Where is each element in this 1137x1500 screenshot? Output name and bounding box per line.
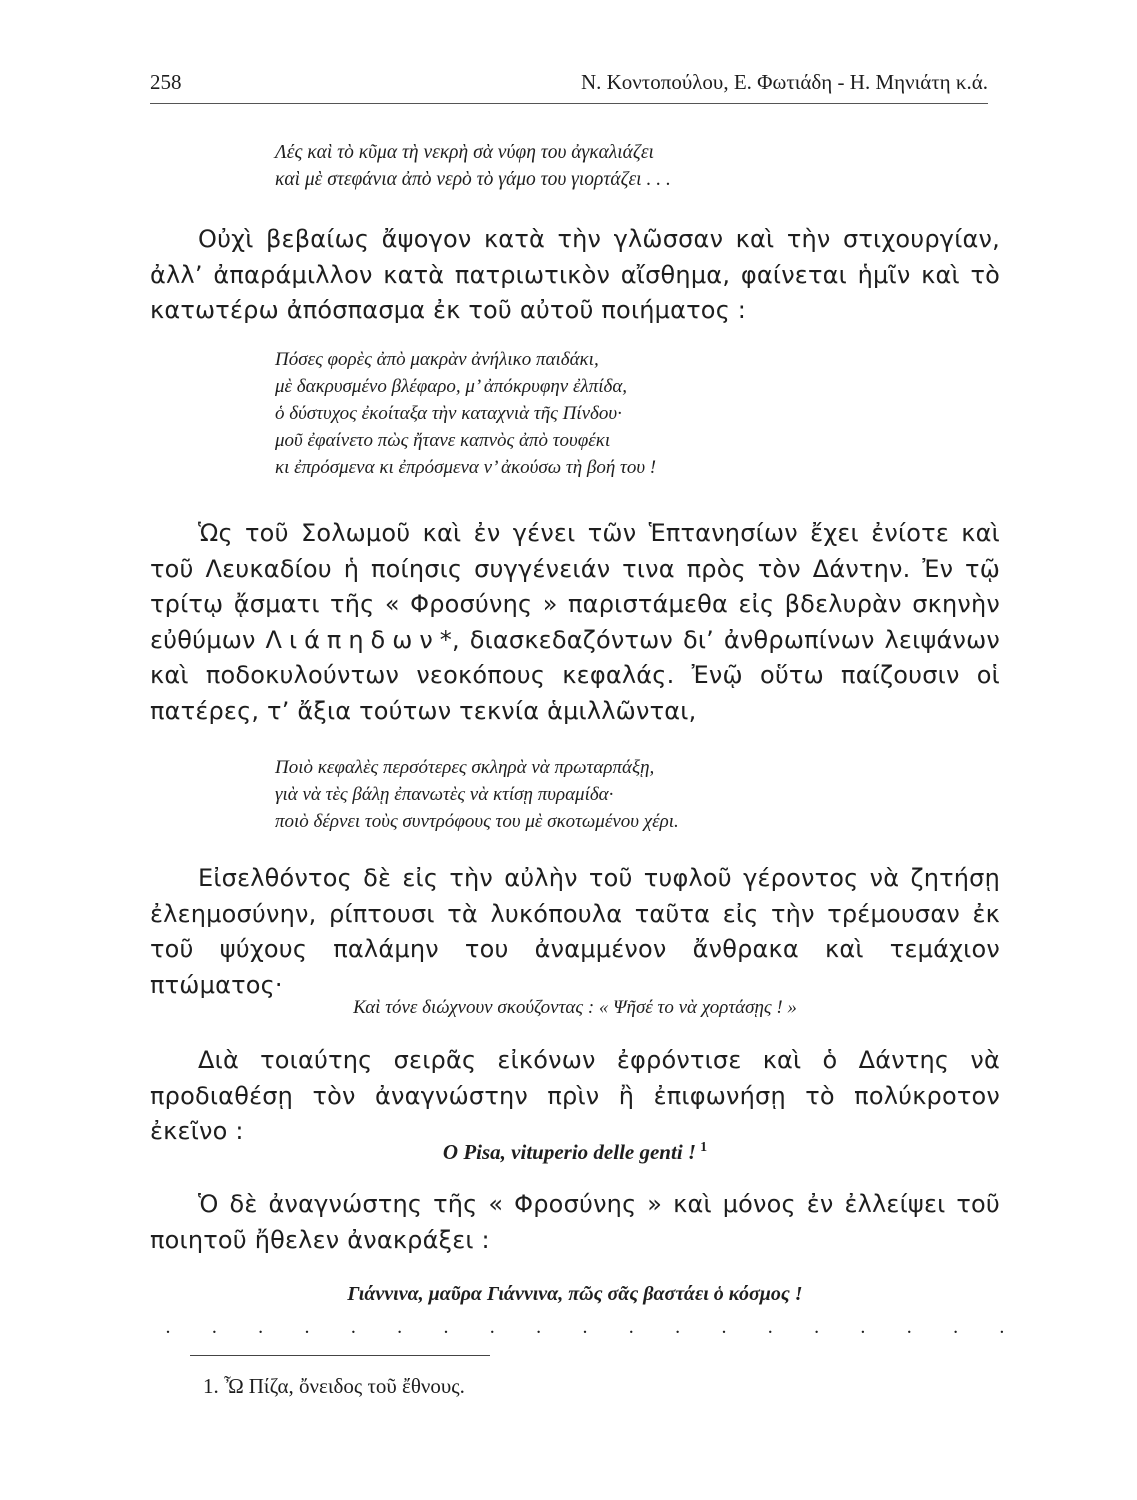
paragraph-text-part: *, διασκεδαζόντων δι’ ἀνθρωπίνων λειψάνων καὶ ποδοκυλούντων νεοκόπους κεφαλάς. Ἐνῷ οὕτω παίζουσιν οἱ πατέρες, τ’ ἄξια τούτων τεκνία ἁμιλλῶνται, [150,625,1000,725]
paragraph-1 [150,222,1000,329]
footnote-rule [190,1355,490,1356]
ellipsis-row: . . . . . . . . . . . . . . . . . . . [165,1316,1005,1338]
verse-stanza-2 [275,349,656,484]
footnote-marker: 1 [700,1140,708,1155]
italian-quote [150,1140,1000,1165]
verse-line: γιὰ νὰ τὲς βάλῃ ἐπανωτὲς νὰ κτίσῃ πυραμίδα· [275,784,614,805]
italian-quote-text: O Pisa, vituperio delle genti ! [442,1140,697,1164]
paragraph-text: Οὐχὶ βεβαίως ἄψογον κατὰ τὴν γλῶσσαν καὶ τὴν στιχουργίαν, ἀλλ’ ἀπαράμιλλον κατὰ πατριωτικὸν αἴσθημα, φαίνεται ἡμῖν καὶ τὸ κατωτέρω ἀπόσπασμα ἐκ τοῦ αὐτοῦ ποιήματος : [150,225,1000,324]
page-header [150,70,988,100]
verse-line: ποιὸ δέρνει τοὺς συντρόφους του μὲ σκοτωμένου χέρι. [275,811,679,832]
footnote: 1. Ὦ Πίζα, ὄνειδος τοῦ ἔθνους. [203,1374,465,1398]
header-rule [150,103,988,104]
verse-line: Λές καὶ τὸ κῦμα τὴ νεκρὴ σὰ νύφη του ἀγκαλιάζει [275,142,654,163]
paragraph-text: Εἰσελθόντος δὲ εἰς τὴν αὐλὴν τοῦ τυφλοῦ γέροντος νὰ ζητήσῃ ἐλεημοσύνην, ρίπτουσι τὰ λυκόπουλα ταῦτα εἰς τὴν τρέμουσαν ἐκ τοῦ ψύχους παλάμην του ἀναμμένον ἄνθρακα καὶ τεμάχιον πτώματος· [150,864,1000,999]
verse-stanza-3 [275,757,679,838]
paragraph-text: Ὁ δὲ ἀναγνώστης τῆς « Φροσύνης » καὶ μόνος ἐν ἐλλείψει τοῦ ποιητοῦ ἤθελεν ἀνακράξει : [150,1190,1000,1254]
verse-line: Πόσες φορὲς ἀπὸ μακρὰν ἀνήλικο παιδάκι, [275,349,599,370]
paragraph-4 [150,1043,1000,1150]
paragraph-text-part: Ὡς τοῦ Σολωμοῦ καὶ ἐν γένει τῶν Ἑπτανησίων ἔχει ἐνίοτε καὶ τοῦ Λευκαδίου ἡ ποίησις συγγένειάν τινα πρὸς τὸν Δάντην. Ἐν τῷ τρίτῳ ᾄσματι τῆς « Φροσύνης » παριστάμεθα εἰς βδελυρὰν σκηνὴν εὐθύμων [150,519,1000,654]
page-number: 258 [150,70,182,94]
verse-line: καὶ μὲ στεφάνια ἀπὸ νερὸ τὸ γάμο του γιορτάζει . . . [275,169,671,190]
verse-line: μὲ δακρυσμένο βλέφαρο, μ’ ἀπόκρυφην ἐλπίδα, [275,376,628,397]
verse-line: μοῦ ἐφαίνετο πὼς ἤτανε καπνὸς ἀπὸ τουφέκι [275,430,611,451]
verse-line: ὁ δύστυχος ἐκοίταξα τὴν καταχνιὰ τῆς Πίνδου· [275,403,622,424]
paragraph-3 [150,861,1000,1003]
running-head: Ν. Κοντοπούλου, Ε. Φωτιάδη - Η. Μηνιάτη κ.ά. [580,70,988,94]
verse-line: Ποιὸ κεφαλὲς περσότερες σκληρὰ νὰ πρωταρπάξῃ, [275,757,655,778]
verse-line-5: Γιάννινα, μαῦρα Γιάννινα, πῶς σᾶς βαστάει ὁ κόσμος ! [347,1283,803,1305]
paragraph-2 [150,516,1000,729]
verse-stanza-1 [275,142,671,196]
verse-line-4: Καὶ τόνε διώχνουν σκούζοντας : « Ψῆσέ το νὰ χορτάσῃς ! » [353,997,797,1018]
spaced-word: Λιάπηδων [265,625,440,654]
verse-line: κι ἐπρόσμενα κι ἐπρόσμενα ν’ ἀκούσω τὴ βοή του ! [275,457,657,478]
paragraph-text [150,516,1000,729]
paragraph-5 [150,1187,1000,1258]
paragraph-text: Διὰ τοιαύτης σειρᾶς εἰκόνων ἐφρόντισε καὶ ὁ Δάντης νὰ προδιαθέσῃ τὸν ἀναγνώστην πρὶν ἢ ἐπιφωνήσῃ τὸ πολύκροτον ἐκεῖνο : [150,1046,1000,1145]
